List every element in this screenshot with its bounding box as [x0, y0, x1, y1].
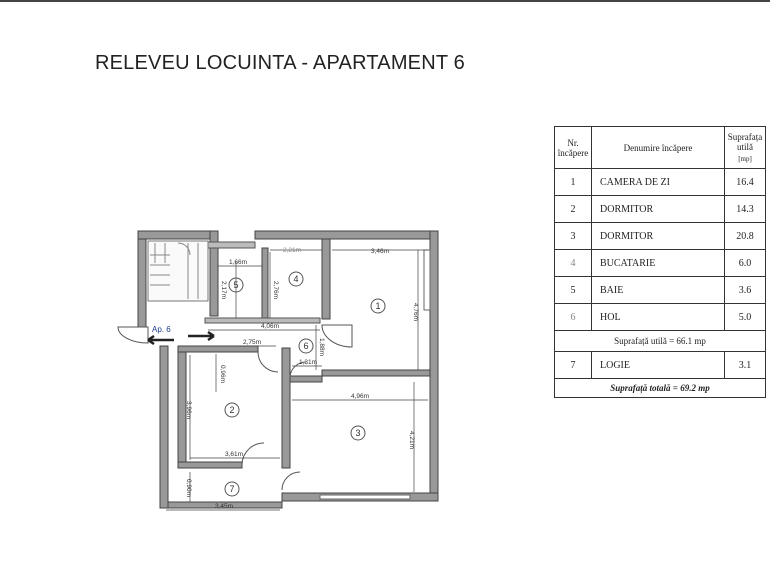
wall-room3-top [290, 376, 322, 382]
table-row: 6 HOL 5.0 [555, 304, 766, 331]
room-number-7: 7 [229, 484, 235, 494]
wall-left-lower [160, 346, 168, 508]
grand-total-row: Suprafață totală = 69.2 mp [555, 379, 766, 398]
wall-stair-top [138, 231, 218, 239]
wall-room4-left [262, 248, 268, 320]
wall-room1-left [322, 239, 330, 319]
table-row: 1 CAMERA DE ZI 16.4 [555, 169, 766, 196]
dim-8: 2,75m [242, 339, 262, 346]
room-number-5: 5 [233, 280, 239, 290]
wall-left-upper [138, 231, 146, 327]
entrance-label: Ap. 6 [152, 325, 171, 334]
table-row: 5 BAIE 3.6 [555, 277, 766, 304]
room-areas-table [554, 126, 766, 398]
dim-17: 3,45m [214, 503, 234, 510]
door-hall-right [322, 325, 352, 347]
dim-9: 1,88m [318, 337, 325, 357]
wall-top-main [255, 231, 438, 239]
header-room-area: Suprafața utilă [mp] [725, 127, 766, 169]
room-number-1: 1 [375, 301, 381, 311]
dim-7: 4,06m [260, 323, 280, 330]
door-room2-bottom [242, 443, 264, 465]
door-loggia [282, 472, 300, 490]
room-number-3: 3 [355, 428, 361, 438]
dim-4: 2,17m [220, 280, 227, 300]
room-number-2: 2 [229, 405, 235, 415]
useful-area-total-row: Suprafață utilă = 66.1 mp [555, 331, 766, 352]
arrow-right [188, 332, 214, 340]
dim-11: 0,96m [219, 364, 226, 384]
wall-right [430, 231, 438, 501]
table-row: 2 DORMITOR 14.3 [555, 196, 766, 223]
header-room-name: Denumire încăpere [592, 127, 725, 169]
door-room2 [258, 352, 278, 372]
wall-room2-bottom [178, 462, 242, 468]
dim-12: 4,96m [350, 393, 370, 400]
wall-room2-top [178, 346, 258, 352]
door-entrance [118, 327, 148, 343]
dim-13: 3,96m [185, 400, 192, 420]
room-number-6: 6 [303, 341, 309, 351]
arrow-left [148, 336, 174, 344]
table-row: 3 DORMITOR 20.8 [555, 223, 766, 250]
dim-2: 2,21m [282, 247, 302, 254]
table-row: 4 BUCATARIE 6.0 [555, 250, 766, 277]
wall-room2-left [178, 348, 186, 466]
dim-6: 4,76m [412, 302, 419, 322]
room-number-4: 4 [293, 274, 299, 284]
dim-3: 3,46m [370, 248, 390, 255]
header-room-number: Nr. încăpere [555, 127, 592, 169]
dim-16: 0,90m [185, 478, 192, 498]
staircase [148, 241, 208, 301]
dim-15: 3,61m [224, 451, 244, 458]
wall-top-left [205, 242, 255, 248]
loggia-row: 7 LOGIE 3.1 [555, 352, 766, 379]
dim-5: 2,76m [272, 280, 279, 300]
wall-room1-bottom [322, 370, 430, 376]
dim-14: 4,21m [408, 430, 415, 450]
window-bottom [320, 495, 410, 499]
window-right [424, 250, 430, 310]
page-title: RELEVEU LOCUINTA - APARTAMENT 6 [95, 52, 465, 74]
dim-1: 1,66m [228, 259, 248, 266]
wall-room2-right [282, 348, 290, 468]
dim-10: 1,31m [298, 359, 318, 366]
